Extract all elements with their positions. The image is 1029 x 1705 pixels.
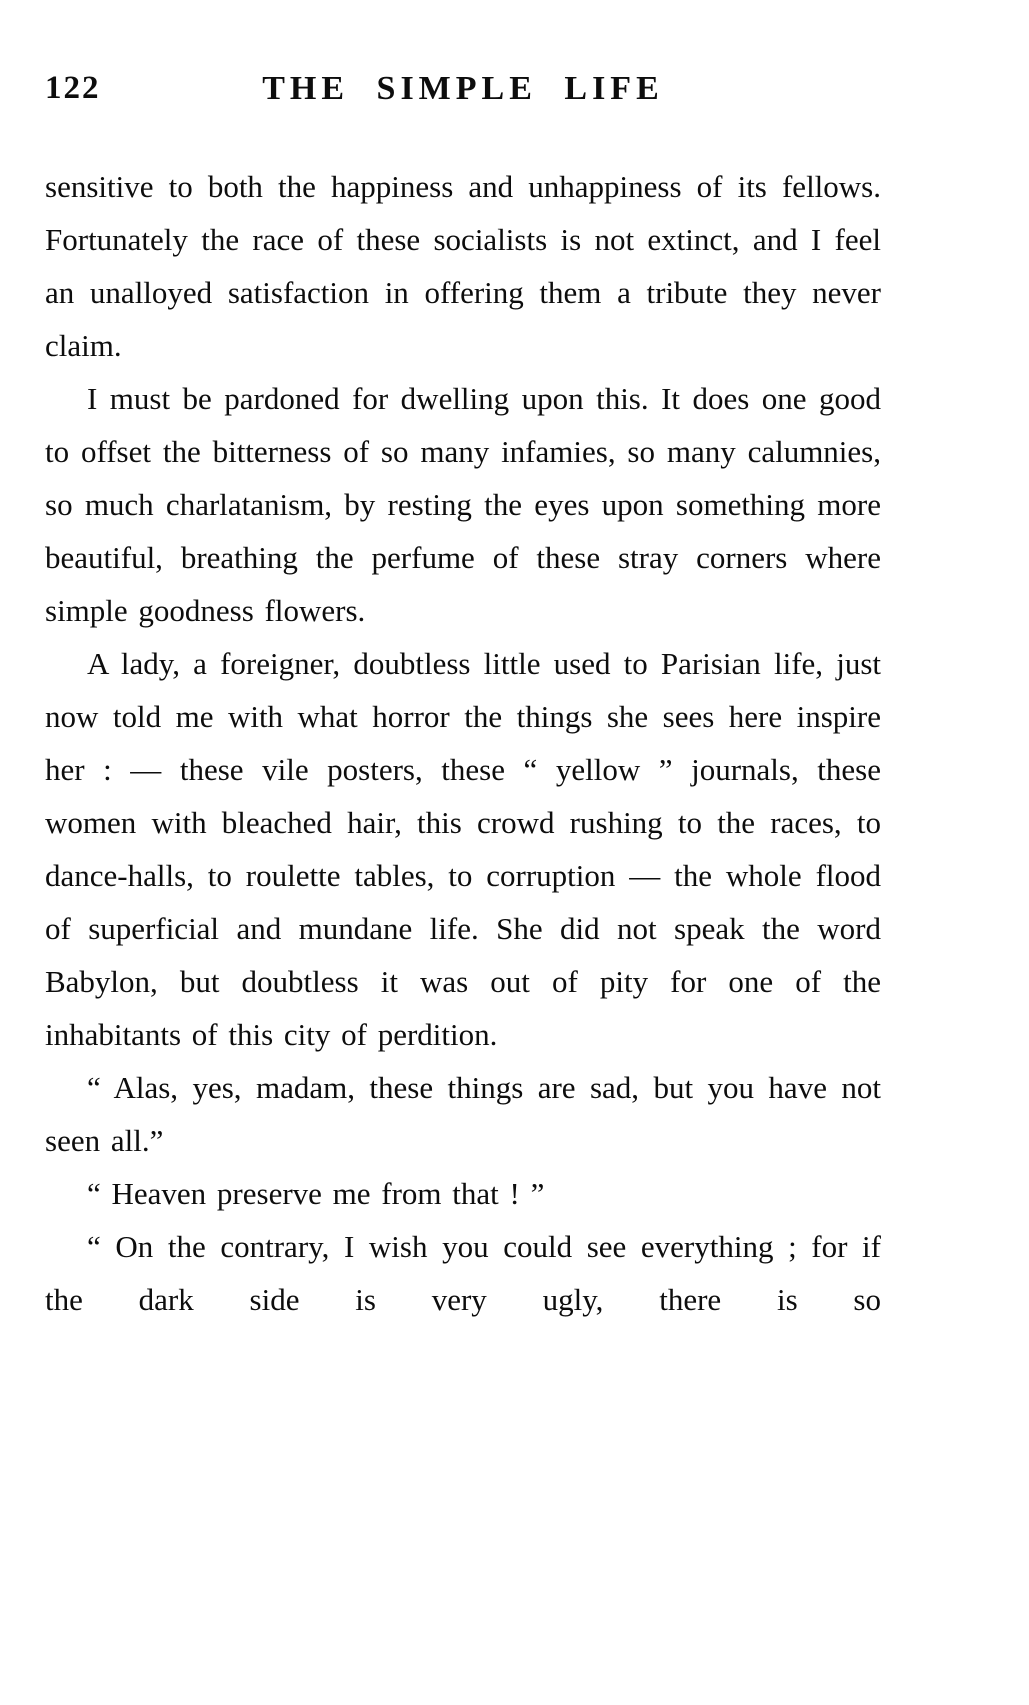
page-number: 122	[45, 70, 101, 106]
page-header	[45, 70, 881, 122]
running-title: THE SIMPLE LIFE	[262, 70, 664, 107]
paragraph: A lady, a foreigner, doubtless little used to Parisian life, just now told me with what horror the things she sees here inspire her : — these vile posters, these “ yellow ” journals, these women with bleached hair, this crowd rushing to the races, to dance-halls, to roulette tables, to corruption — the whole flood of superficial and mundane life. She did not speak the word Babylon, but doubtless it was out of pity for one of the inhabitants of this city of perdition.	[45, 646, 881, 1052]
paragraph: “ Alas, yes, madam, these things are sad, but you have not seen all.”	[45, 1070, 881, 1158]
page-body	[45, 160, 881, 1326]
paragraph: “ Heaven preserve me from that ! ”	[87, 1176, 545, 1211]
paragraph: I must be pardoned for dwelling upon this. It does one good to offset the bitterness of so many infamies, so many calumnies, so much charlatanism, by resting the eyes upon something more beautiful, breathing the perfume of these stray corners where simple goodness flowers.	[45, 381, 881, 628]
paragraph: sensitive to both the happiness and unhappiness of its fellows. Fortunately the race of these socialists is not extinct, and I feel an unalloyed satisfaction in offering them a tribute they never claim.	[45, 169, 881, 363]
paragraph: “ On the contrary, I wish you could see everything ; for if the dark side is very ugly, there is so	[45, 1229, 881, 1317]
